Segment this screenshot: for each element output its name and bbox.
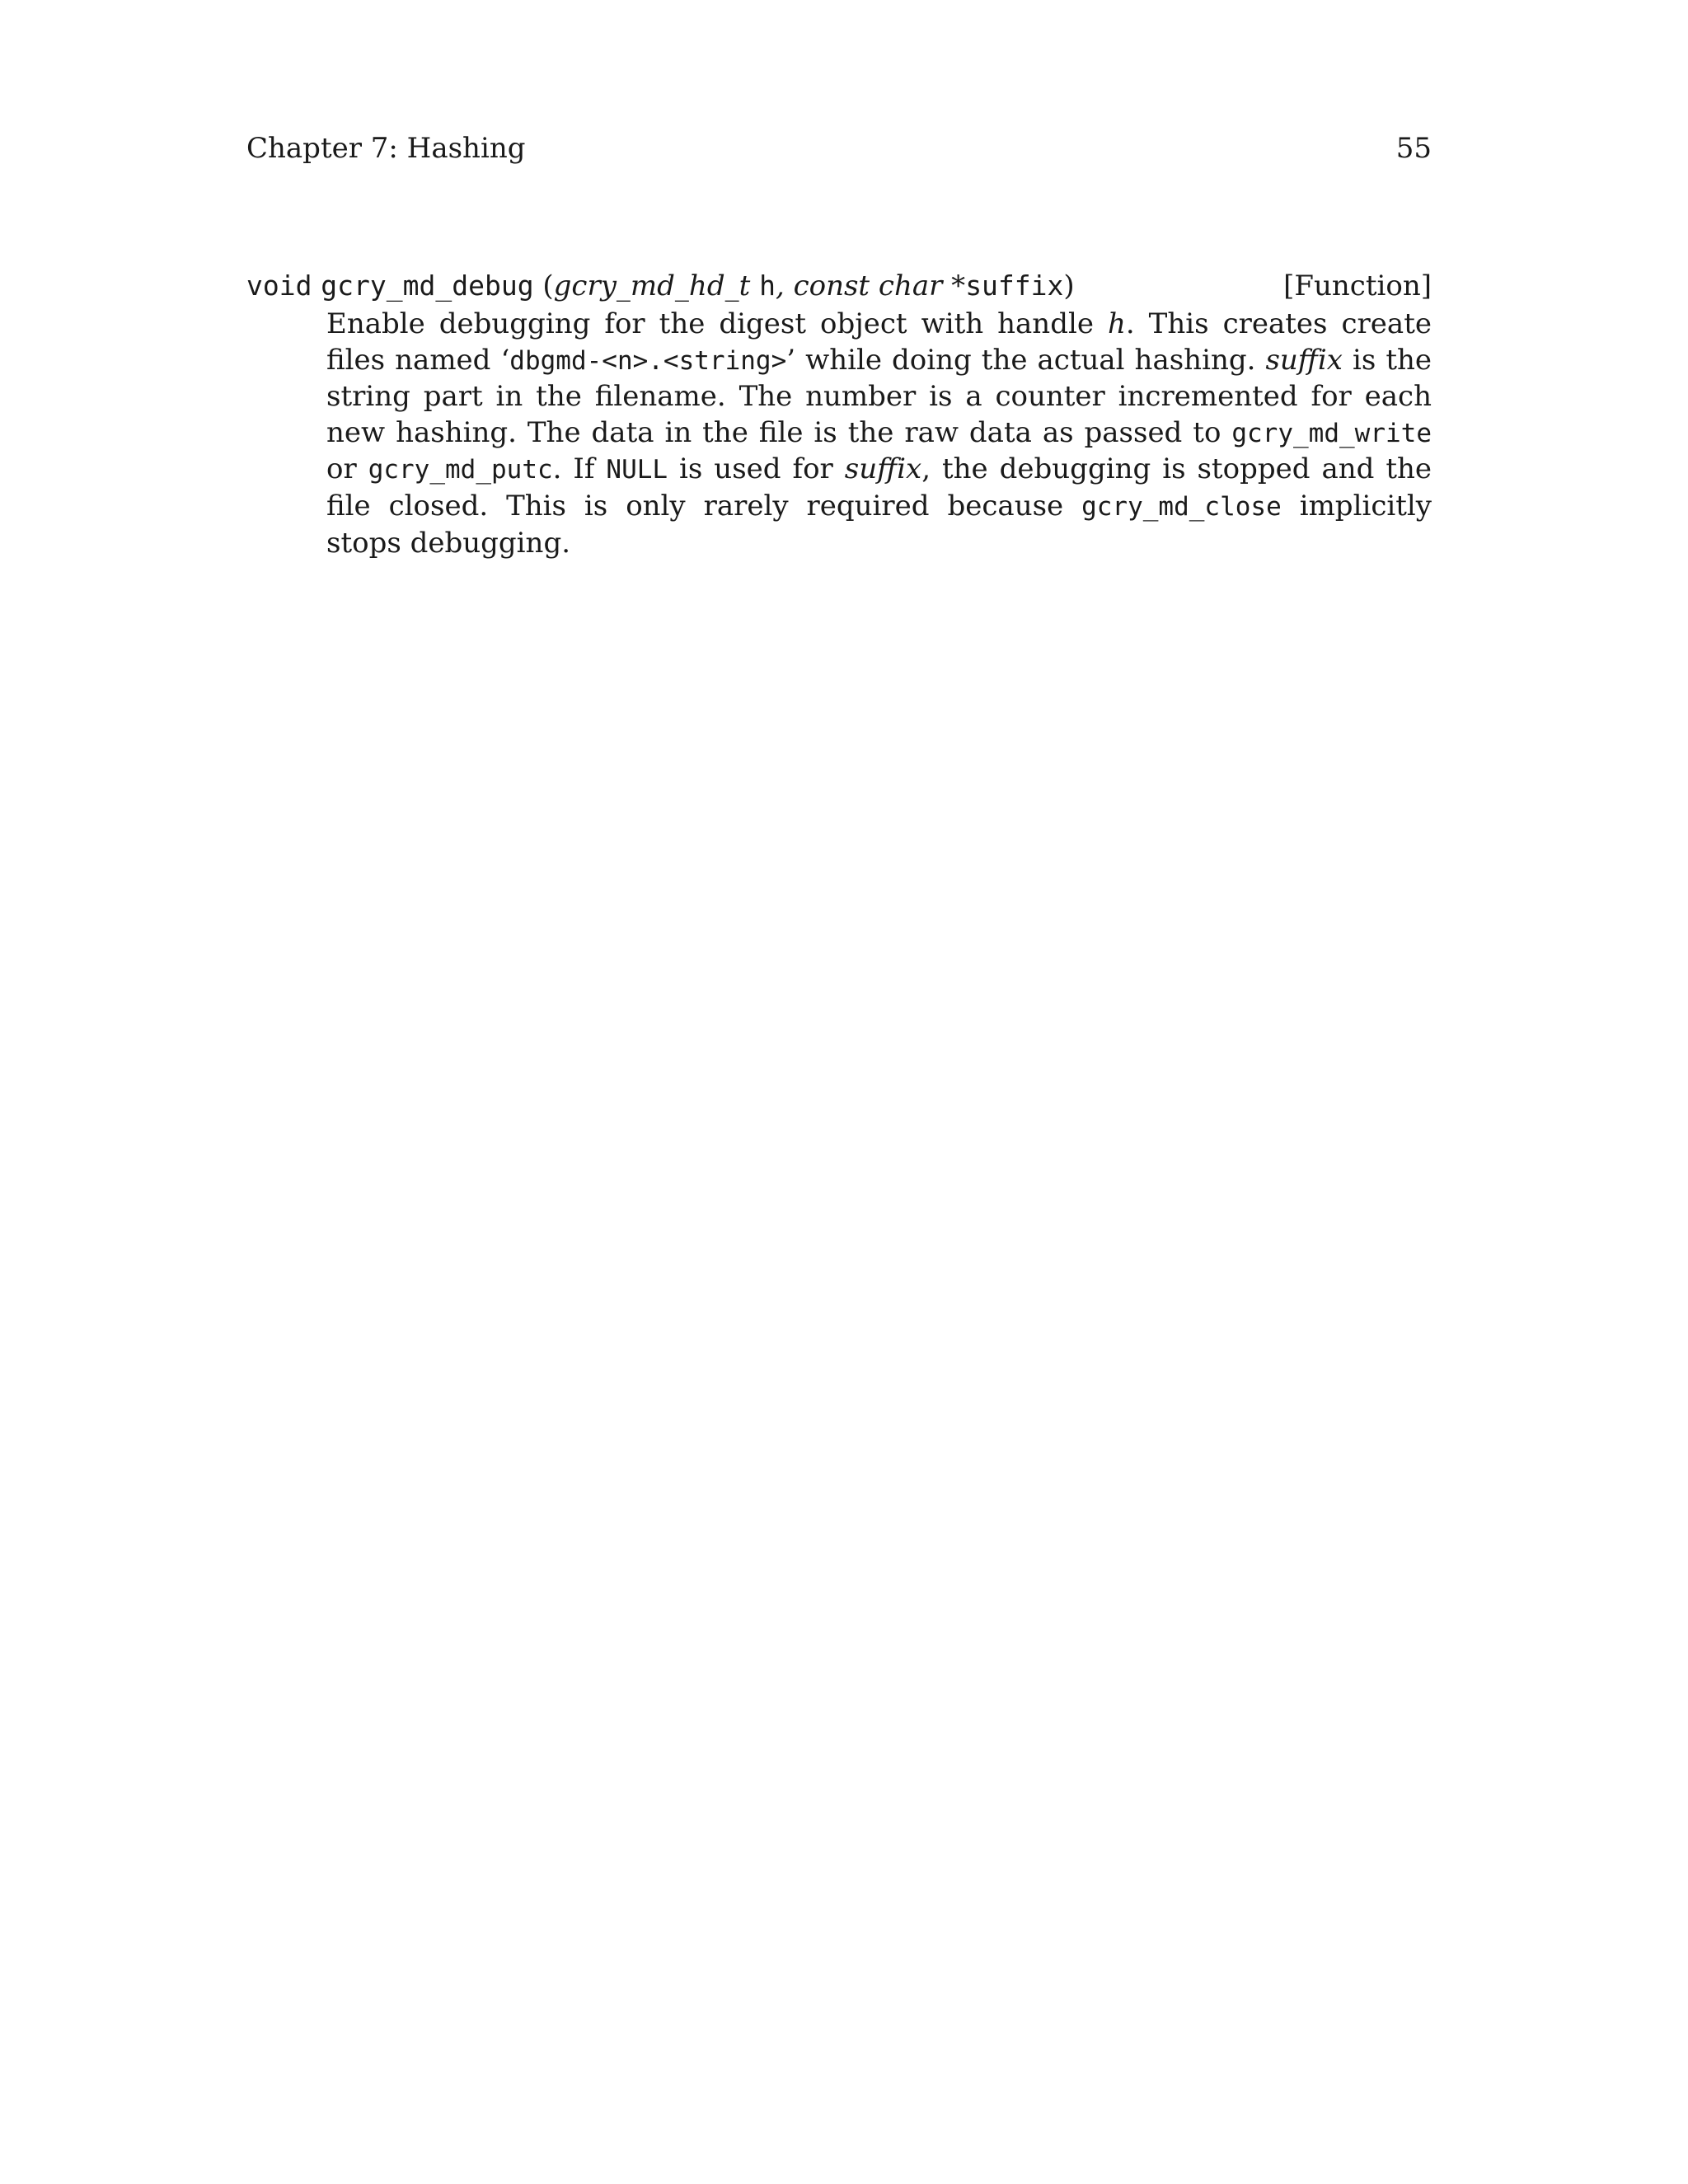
chapter-title: Chapter 7: Hashing bbox=[246, 132, 526, 165]
open-paren: ( bbox=[542, 269, 554, 302]
body-text: ’ while doing the actual hashing. bbox=[786, 343, 1266, 377]
param1-name: h bbox=[759, 269, 776, 302]
body-text: or bbox=[326, 452, 368, 486]
body-text: . This creates create files named ‘ bbox=[326, 307, 1432, 377]
close-paren: ) bbox=[1063, 269, 1075, 302]
return-type: void bbox=[246, 269, 312, 302]
function-definition bbox=[246, 265, 1432, 561]
code-reference: gcry_md_putc bbox=[368, 455, 553, 485]
param-reference: h bbox=[1107, 307, 1126, 340]
body-text: is the string part in the filename. The number is a counter incremented for each new hashing. The data in the file is the raw data as passed to bbox=[326, 343, 1432, 449]
page-number: 55 bbox=[1395, 132, 1432, 165]
param-separator: , bbox=[775, 269, 794, 302]
param-reference: suffix bbox=[844, 452, 922, 486]
code-reference: NULL bbox=[606, 455, 668, 485]
body-text: . If bbox=[552, 452, 607, 486]
param2-name: suffix bbox=[965, 269, 1064, 302]
code-reference: gcry_md_close bbox=[1081, 491, 1282, 522]
param1-type: gcry_md_hd_t bbox=[553, 269, 751, 302]
body-text: , the debugging is stopped and the file closed. This is only rarely required because bbox=[326, 452, 1432, 523]
function-description bbox=[326, 307, 1432, 561]
function-signature bbox=[246, 265, 1075, 307]
function-signature-line bbox=[246, 265, 1432, 307]
param2-type: const char * bbox=[793, 269, 966, 302]
body-text: Enable debugging for the digest object with handle bbox=[326, 307, 1108, 340]
code-reference: gcry_md_write bbox=[1231, 418, 1432, 448]
definition-category: [Function] bbox=[1283, 269, 1432, 302]
filename-pattern: dbgmd-<n>.<string> bbox=[509, 345, 787, 376]
function-name: gcry_md_debug bbox=[321, 269, 534, 302]
running-header bbox=[246, 127, 1432, 170]
param-reference: suffix bbox=[1265, 343, 1343, 377]
body-text: implicitly stops debugging. bbox=[326, 489, 1432, 560]
body-text: is used for bbox=[668, 452, 845, 486]
